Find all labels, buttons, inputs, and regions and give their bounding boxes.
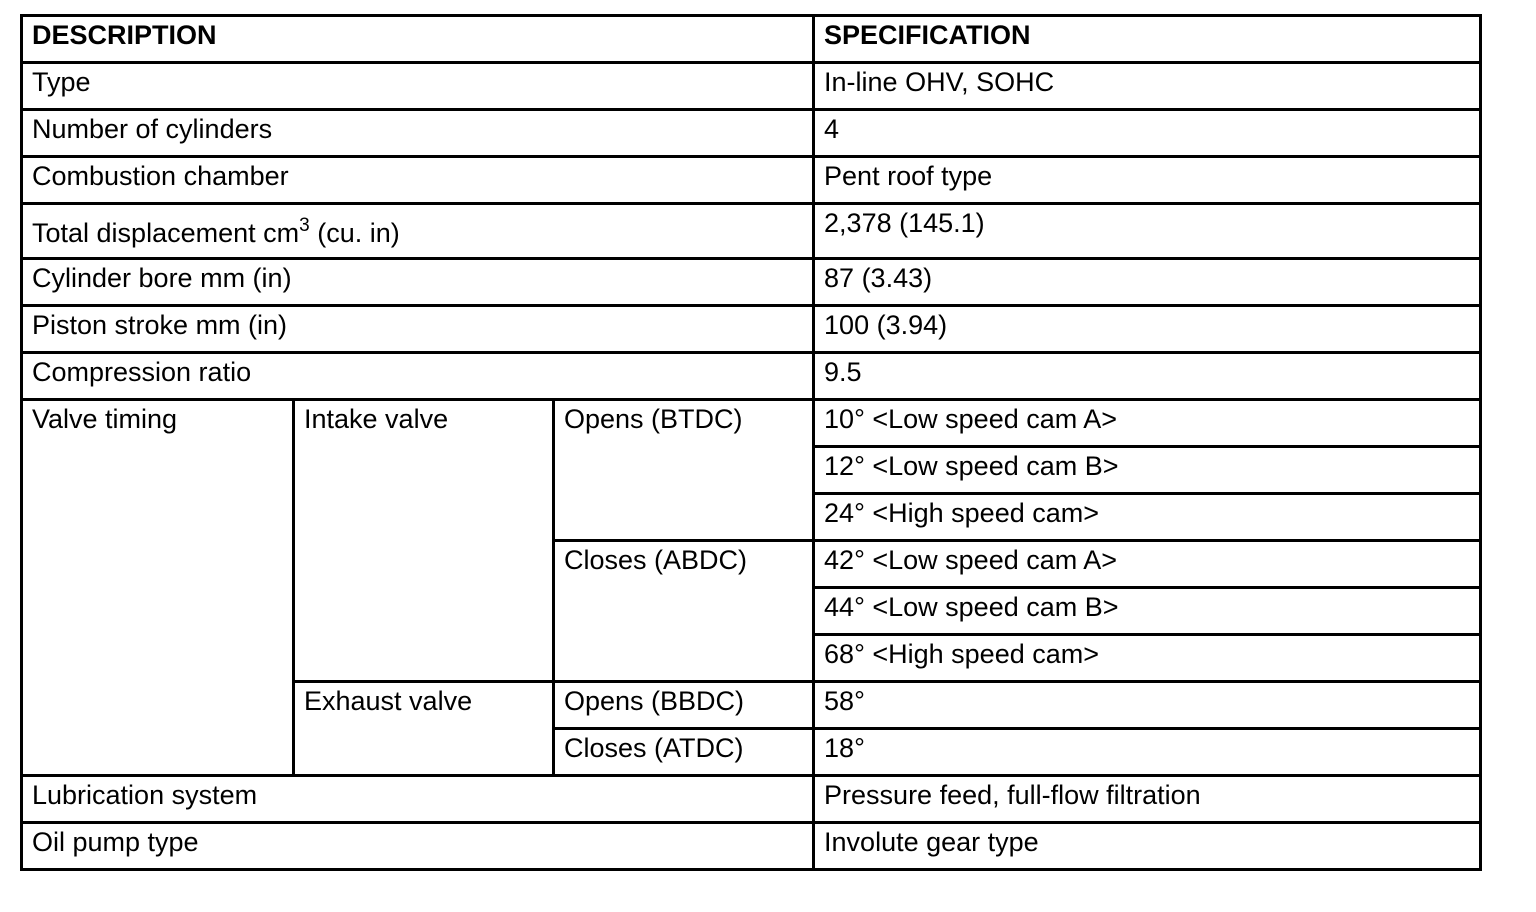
exhaust-valve-label: Exhaust valve (294, 682, 554, 776)
displacement-value: 2,378 (145.1) (814, 204, 1481, 259)
table-row (22, 400, 1481, 447)
exhaust-opens-value: 58° (814, 682, 1481, 729)
displacement-label-text: Total displacement cm (32, 218, 300, 249)
table-row (22, 306, 1481, 353)
valve-timing-label: Valve timing (22, 400, 294, 776)
bore-value: 87 (3.43) (814, 259, 1481, 306)
compression-value: 9.5 (814, 353, 1481, 400)
lubrication-label: Lubrication system (22, 776, 814, 823)
intake-opens-label: Opens (BTDC) (554, 400, 814, 541)
exhaust-closes-value: 18° (814, 729, 1481, 776)
oil-pump-value: Involute gear type (814, 823, 1481, 870)
lubrication-value: Pressure feed, full-flow filtration (814, 776, 1481, 823)
table-row (22, 776, 1481, 823)
table-row (22, 204, 1481, 259)
table-row (22, 823, 1481, 870)
table-row (22, 110, 1481, 157)
intake-closes-value: 42° <Low speed cam A> (814, 541, 1481, 588)
intake-closes-label: Closes (ABDC) (554, 541, 814, 682)
oil-pump-label: Oil pump type (22, 823, 814, 870)
intake-closes-value: 44° <Low speed cam B> (814, 588, 1481, 635)
combustion-value: Pent roof type (814, 157, 1481, 204)
stroke-label: Piston stroke mm (in) (22, 306, 814, 353)
intake-closes-value: 68° <High speed cam> (814, 635, 1481, 682)
header-row (22, 16, 1481, 63)
compression-label: Compression ratio (22, 353, 814, 400)
type-value: In-line OHV, SOHC (814, 63, 1481, 110)
displacement-label-superscript: 3 (299, 215, 310, 237)
table-row (22, 157, 1481, 204)
header-specification: SPECIFICATION (814, 16, 1481, 63)
table-row (22, 259, 1481, 306)
cylinders-value: 4 (814, 110, 1481, 157)
intake-valve-label: Intake valve (294, 400, 554, 682)
table-row (22, 353, 1481, 400)
displacement-label (22, 204, 814, 259)
exhaust-opens-label: Opens (BBDC) (554, 682, 814, 729)
intake-opens-value: 24° <High speed cam> (814, 494, 1481, 541)
bore-label: Cylinder bore mm (in) (22, 259, 814, 306)
intake-opens-value: 10° <Low speed cam A> (814, 400, 1481, 447)
table-row (22, 63, 1481, 110)
stroke-value: 100 (3.94) (814, 306, 1481, 353)
intake-opens-value: 12° <Low speed cam B> (814, 447, 1481, 494)
header-description: DESCRIPTION (22, 16, 814, 63)
exhaust-closes-label: Closes (ATDC) (554, 729, 814, 776)
type-label: Type (22, 63, 814, 110)
cylinders-label: Number of cylinders (22, 110, 814, 157)
engine-spec-table (20, 14, 1482, 871)
displacement-label-unit: (cu. in) (309, 218, 400, 249)
combustion-label: Combustion chamber (22, 157, 814, 204)
